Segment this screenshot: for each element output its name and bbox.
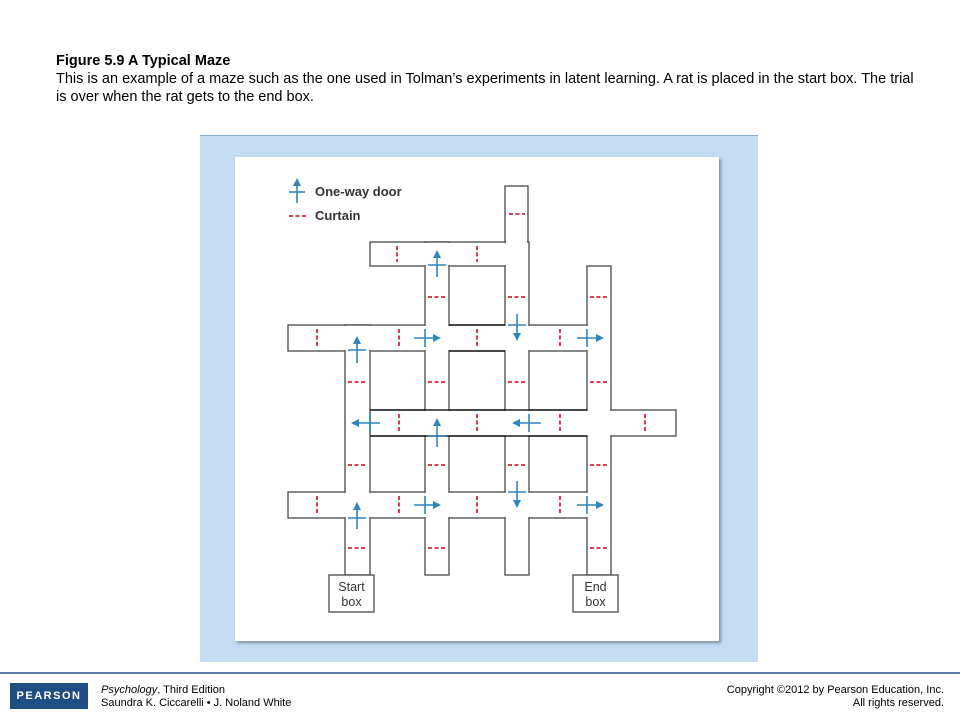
one-way-doors [348, 252, 602, 529]
panel-top-edge [200, 135, 758, 136]
maze-card [235, 157, 719, 641]
start-box [329, 575, 374, 612]
figure-title: Figure 5.9 A Typical Maze [56, 53, 231, 69]
copyright-line: Copyright ©2012 by Pearson Education, Inc. [726, 684, 944, 696]
end-box [573, 575, 618, 612]
start-box-label-line1: Start [338, 580, 365, 594]
end-box-label-line2: box [585, 595, 606, 609]
end-box-label-line1: End [584, 580, 607, 594]
maze-diagram [235, 157, 719, 641]
legend-door-label: One-way door [315, 184, 402, 199]
start-box-label-line2: box [341, 595, 362, 609]
book-info [101, 684, 291, 710]
legend-curtain-label: Curtain [315, 208, 361, 223]
legend-door-icon [289, 180, 305, 203]
footer-divider [0, 672, 960, 674]
book-edition: , Third Edition [157, 684, 225, 696]
copyright-notice [727, 684, 944, 710]
book-authors: Saundra K. Ciccarelli • J. Noland White [101, 697, 292, 709]
figure-caption [56, 52, 916, 106]
legend [289, 180, 402, 223]
figure-description: This is an example of a maze such as the one used in Tolman’s experiments in latent learning. A rat is placed in the start box. The trial is over when the rat gets to the end box. [56, 71, 914, 105]
rights-line: All rights reserved. [852, 697, 944, 709]
book-title: Psychology [101, 684, 158, 696]
corridor-fills [289, 187, 675, 574]
pearson-logo: PEARSON [10, 683, 88, 709]
